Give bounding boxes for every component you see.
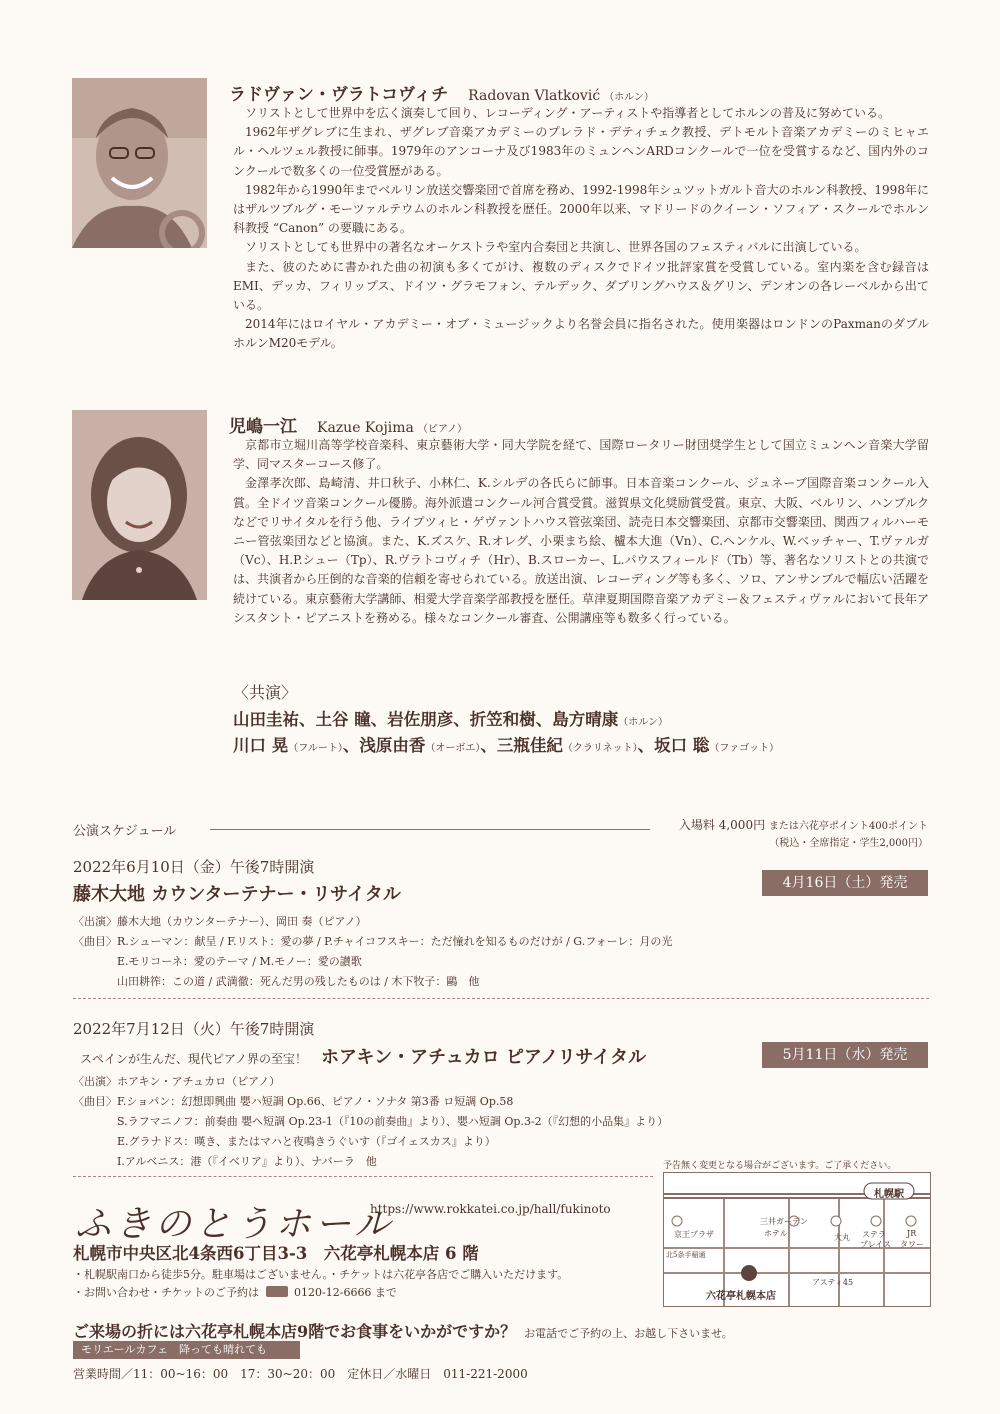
bio-paragraph: 京都市立堀川高等学校音楽科、東京藝術大学・同大学院を経て、国際ロータリー財団奨学生として国立ミュンヘン音楽大学留学、同マスターコース修了。 — [233, 438, 929, 472]
phone-number: 0120-12-6666 まで — [294, 1286, 397, 1299]
concert2-sale-badge: 5月11日（水）発売 — [762, 1042, 928, 1068]
oboe-player: 、浅原由香 — [342, 736, 426, 755]
artist2-photo — [72, 410, 207, 600]
flute-label: （フルート） — [288, 743, 343, 754]
program-line: S.ラフマニノフ：前奏曲 嬰ヘ短調 Op.23-1（『10の前奏曲』より）、嬰ハ短調 Op.3-2（『幻想的小品集』より） — [117, 1115, 669, 1128]
artist2-name — [229, 412, 467, 437]
bassoon-label: （ファゴット） — [709, 743, 780, 754]
coperformers-line-2 — [233, 732, 779, 756]
performers-line: 〈出演〉ホアキン・アチュカロ（ピアノ） — [73, 1075, 281, 1088]
artist2-name-en: Kazue Kojima — [317, 420, 414, 436]
artist2-name-ja: 児嶋一江 — [229, 417, 297, 437]
map-label-store: 六花亭札幌本店 — [706, 1291, 776, 1302]
artist1-name — [229, 80, 654, 105]
map-label-mitsui: 三井ガーデン — [760, 1217, 808, 1226]
clarinet-label: （クラリネット） — [562, 743, 638, 754]
map-label-jr: JR — [907, 1229, 917, 1238]
clarinet-player: 、三瓶佳紀 — [480, 736, 563, 755]
map-label-stellar-2: プレイス — [860, 1240, 892, 1249]
program-line: E.グラナドス：嘆き、またはマハと夜鳴きうぐいす（『ゴイェスカス』より） — [117, 1135, 496, 1148]
cafe-hours: 営業時間／11：00~16：00 17：30~20：00 定休日／水曜日 011-221-2000 — [73, 1367, 528, 1381]
cafe-question — [73, 1319, 733, 1342]
bio-paragraph: ソリストとしても世界中の著名なオーケストラや室内合奏団と共演し、世界各国のフェスティバルに出演している。 — [245, 240, 867, 255]
program-line: E.モリコーネ：愛のテーマ / M.モノー：愛の讃歌 — [117, 955, 362, 968]
artist1-photo — [72, 78, 207, 248]
program-line: 〈曲目〉F.ショパン：幻想即興曲 嬰ハ短調 Op.66、ピアノ・ソナタ 第3番 ロ短調 Op.58 — [73, 1095, 514, 1108]
artist1-name-ja: ラドヴァン・ヴラトコヴィチ — [229, 85, 449, 105]
concert-divider — [73, 998, 929, 999]
hall-logo: ふきのとうホール — [75, 1204, 395, 1245]
concert1-details — [73, 912, 672, 992]
concert1-sale-badge: 4月16日（土）発売 — [762, 870, 928, 896]
price-points: または六花亭ポイント400ポイント — [768, 821, 928, 832]
map-label-station: 札幌駅 — [874, 1189, 904, 1200]
concert1-date: 2022年6月10日（金）午後7時開演 — [73, 858, 315, 876]
concert2-subtitle: スペインが生んだ、現代ピアノ界の至宝！ — [80, 1052, 308, 1066]
program-line: I.アルベニス：港（『イベリア』より）、ナバーラ 他 — [117, 1155, 377, 1168]
horn-players: 山田圭祐、土谷 瞳、岩佐朋彦、折笠和樹、島方晴康 — [233, 710, 619, 729]
oboe-label: （オーボエ） — [425, 743, 481, 754]
concert2-details — [73, 1072, 668, 1172]
hall-address: 札幌市中央区北4条西6丁目3-3 六花亭札幌本店 6 階 — [73, 1244, 479, 1263]
program-line: 〈曲目〉R.シューマン：献呈 / F.リスト：愛の夢 / P.チャイコフスキー：ただ憧れを知るものだけが / G.フォーレ：月の光 — [73, 935, 673, 948]
bio-paragraph: 1962年ザグレブに生まれ、ザグレブ音楽アカデミーのプレラド・デティチェク教授、デトモルト音楽アカデミーのミヒャエル・ヘルツェル教授に師事。1979年のアンコーナ及び1983年のミュンヘンARDコンクールで一位を受賞するなど、国内外のコンクールで数多くの一位受賞歴がある。 — [233, 125, 929, 178]
map-note: 予告無く変更となる場合がございます。ご了承ください。 — [663, 1161, 897, 1171]
bio-paragraph: ソリストとして世界中を広く演奏して回り、レコーディング・アーティストや指導者としてホルンの普及に努めている。 — [245, 106, 890, 120]
artist1-name-en: Radovan Vlatković — [468, 88, 601, 104]
inquiry-label: ・お問い合わせ・チケットのご予約は — [73, 1286, 260, 1299]
price-main: 入場料 4,000円 — [678, 818, 766, 832]
access-note: ・札幌駅南口から徒歩5分。駐車場はございません。・チケットは六花亭各店でご購入いただけます。 — [73, 1268, 569, 1281]
phone-icon — [266, 1286, 288, 1297]
bassoon-player: 、坂口 聡 — [637, 736, 710, 755]
hall-divider — [73, 1176, 653, 1177]
map-label-keio: 京王プラザ — [674, 1230, 714, 1239]
performers-line: 〈出演〉藤木大地（カウンターテナー）、岡田 奏（ピアノ） — [73, 915, 367, 928]
program-line: 山田耕筰：この道 / 武満徹：死んだ男の残したものは / 木下牧子：鷗 他 — [117, 975, 480, 988]
map-label-aspia: アスティ45 — [812, 1278, 854, 1287]
schedule-label: 公演スケジュール — [73, 824, 177, 839]
schedule-divider — [210, 829, 650, 830]
concert2-date: 2022年7月12日（火）午後7時開演 — [73, 1020, 315, 1038]
cafe-badge: モリエールカフェ 降っても晴れても — [73, 1341, 300, 1359]
bio-paragraph: また、彼のために書かれた曲の初演も多くてがけ、複数のディスクでドイツ批評家賞を受賞している。室内楽を含む録音はEMI、デッカ、フィリップス、ドイツ・グラモフォン、テルデック、ダブリングハウス＆グリン、デンオンの各レーベルから出ている。 — [233, 259, 929, 313]
flute-player: 川口 晃 — [233, 736, 289, 755]
map-label-jr-2: タワー — [900, 1240, 924, 1249]
bio-paragraph: 2014年にはロイヤル・アカデミー・オブ・ミュージックより名誉会員に指名された。使用楽器はロンドンのPaxmanのダブルホルンM20モデル。 — [233, 317, 929, 351]
artist1-instrument: （ホルン） — [604, 92, 654, 103]
horn-label: （ホルン） — [618, 717, 668, 728]
concert1-title: 藤木大地 カウンターテナー・リサイタル — [73, 884, 401, 905]
map-label-street: 北5条手稲通 — [666, 1251, 706, 1259]
concert2-title: ホアキン・アチュカロ ピアノリサイタル — [321, 1047, 647, 1068]
cafe-question-main: ご来場の折には六花亭札幌本店9階でお食事をいかがですか？ — [73, 1322, 517, 1341]
price-info — [679, 817, 928, 852]
artist2-bio — [233, 436, 929, 628]
inquiry-note — [73, 1284, 397, 1300]
bio-paragraph: 1982年から1990年までベルリン放送交響楽団で首席を務め、1992-1998年シュツットガルト音大のホルン科教授、1998年にはザルツブルグ・モーツァルテウムのホルン科教授を歴任。2000年以来、マドリードのクイーン・ソフィア・スクールでホルン科教授 “Canon” の要職にある。 — [233, 182, 929, 236]
price-note: （税込・全席指定・学生2,000円） — [769, 838, 928, 849]
map-label-mitsui-2: ホテル — [764, 1229, 788, 1238]
artist1-bio — [233, 104, 929, 354]
map-label-stellar: ステラ — [862, 1230, 886, 1239]
concert2-title-row — [80, 1043, 646, 1069]
access-map — [663, 1172, 931, 1307]
bio-paragraph: 金澤孝次郎、島崎清、井口秋子、小林仁、K.シルデの各氏らに師事。日本音楽コンクール、ジュネーブ国際音楽コンクール入賞。全ドイツ音楽コンクール優勝。海外派遣コンクール河合賞受賞。滋賀県文化奨励賞受賞。東京、大阪、ベルリン、ハンブルクなどでリサイタルを行う他、ライプツィヒ・ゲヴァントハウス管弦楽団、読売日本交響楽団、京都市交響楽団、関西フィルハーモニー管弦楽団などと協演。また、K.ズスケ、R.オレグ、小栗まち絵、櫨本大進（Vn）、C.ヘンケル、W.ベッチャー、T.ヴァルガ（Vc）、H.P.シュー（Tp）、R.ヴラトコヴィチ（Hr）、B.スローカー、L.パウスフィールド（Tb）等、著名なソリストとの共演では、共演者から圧倒的な音楽的信頼を寄せられている。放送出演、レコーディング等も多く、ソロ、アンサンブルで幅広い活躍を続けている。東京藝術大学講師、相愛大学音楽学部教授を歴任。草津夏期国際音楽アカデミー＆フェスティヴァルにおいて長年アシスタント・ピアニストを務める。様々なコンクール審査、公開講座等も数多く行っている。 — [233, 476, 929, 625]
hall-url[interactable]: https://www.rokkatei.co.jp/hall/fukinoto — [370, 1202, 611, 1216]
map-label-daimaru: 大丸 — [834, 1233, 850, 1242]
coperformers-heading: 〈共演〉 — [233, 683, 298, 702]
cafe-question-sub: お電話でご予約の上、お越し下さいませ。 — [524, 1327, 733, 1340]
coperformers-line-1 — [233, 706, 668, 730]
artist2-instrument: （ピアノ） — [417, 424, 468, 435]
